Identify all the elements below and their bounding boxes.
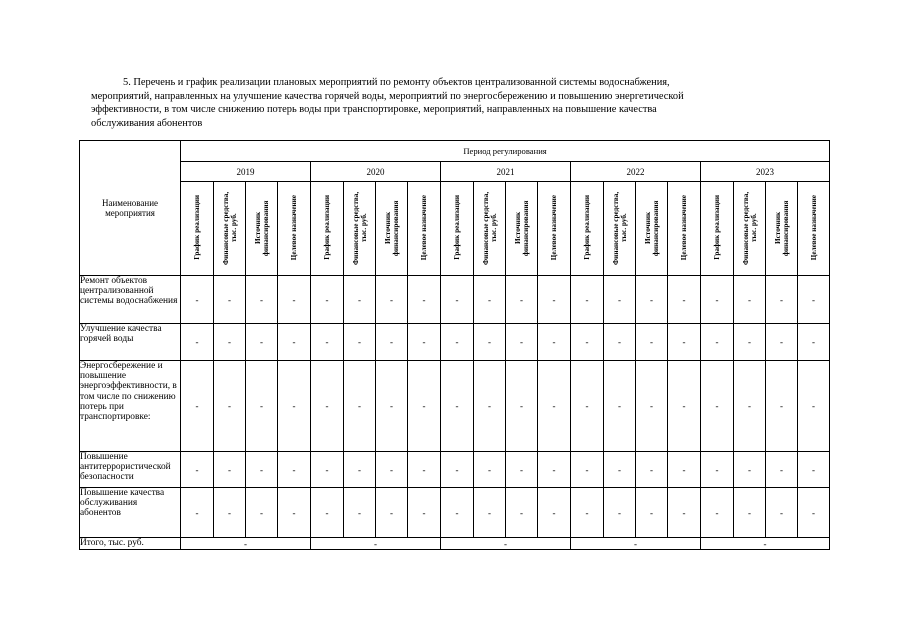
table-cell: - (506, 324, 538, 361)
table-cell: - (214, 361, 246, 452)
table-cell: - (604, 361, 636, 452)
subcolumn-label: Финансовые средства, тыс. руб. (351, 190, 368, 265)
table-cell: - (474, 488, 506, 538)
subcolumn-header (278, 182, 311, 276)
table-cell: - (668, 488, 701, 538)
subcolumn-header (701, 182, 734, 276)
total-value-1: - (311, 538, 441, 550)
table-cell: - (246, 488, 278, 538)
subcolumn-label: Целевое назначение (550, 194, 558, 261)
table-cell: - (636, 452, 668, 488)
table-cell: - (668, 361, 701, 452)
table-cell: - (636, 361, 668, 452)
subcolumn-label: График реализации (713, 195, 721, 260)
table-cell: - (538, 452, 571, 488)
table-cell: - (798, 361, 830, 452)
table-cell: - (311, 488, 344, 538)
row-name: Энергосбережение и повышение энергоэффективности, в том числе по снижению потерь при транспортировке: (80, 361, 181, 452)
table-cell: - (604, 452, 636, 488)
table-cell: - (408, 361, 441, 452)
table-cell: - (311, 324, 344, 361)
table-cell: - (246, 361, 278, 452)
subcolumn-header (311, 182, 344, 276)
table-cell: - (181, 452, 214, 488)
table-cell: - (734, 276, 766, 324)
subcolumn-label: Источник финансирования (383, 199, 400, 256)
subcolumn-header (798, 182, 830, 276)
table-cell: - (701, 324, 734, 361)
subcolumn-header (408, 182, 441, 276)
table-cell: - (246, 452, 278, 488)
table-cell: - (636, 324, 668, 361)
table-cell: - (408, 488, 441, 538)
table-cell: - (668, 276, 701, 324)
row-name: Улучшение качества горячей воды (80, 324, 181, 361)
subcolumn-header (214, 182, 246, 276)
table-cell: - (506, 488, 538, 538)
subcolumn-label: График реализации (323, 195, 331, 260)
table-cell: - (571, 276, 604, 324)
table-cell: - (734, 361, 766, 452)
table-cell: - (734, 488, 766, 538)
subcolumn-header (538, 182, 571, 276)
table-cell: - (474, 361, 506, 452)
table-cell: - (506, 276, 538, 324)
table-cell: - (571, 324, 604, 361)
subcolumn-label: Целевое назначение (809, 194, 818, 261)
table-cell: - (181, 361, 214, 452)
subcolumn-header (376, 182, 408, 276)
table-row (80, 361, 830, 452)
table-cell: - (538, 324, 571, 361)
subcolumn-label: Источник финансирования (643, 199, 660, 256)
table-cell: - (441, 452, 474, 488)
table-row (80, 324, 830, 361)
table-cell: - (181, 276, 214, 324)
table-cell: - (571, 361, 604, 452)
table-cell: - (214, 452, 246, 488)
table-cell: - (798, 324, 830, 361)
subcolumn-header (474, 182, 506, 276)
heading-line-3: эффективности, в том числе снижению потерь воды при транспортировке, мероприятий, направленных на повышение качества (91, 104, 657, 116)
subcolumn-header (344, 182, 376, 276)
subcolumn-label: Источник финансирования (773, 199, 790, 256)
table-cell: - (701, 488, 734, 538)
table-cell: - (181, 488, 214, 538)
table-row (80, 452, 830, 488)
subcolumn-label: Финансовые средства, тыс. руб. (221, 190, 238, 265)
subcolumn-header (636, 182, 668, 276)
table-cell: - (441, 488, 474, 538)
table-cell: - (604, 276, 636, 324)
year-header-1: 2020 (311, 162, 441, 182)
subcolumn-label: Финансовые средства, тыс. руб. (741, 190, 758, 265)
table-cell: - (734, 452, 766, 488)
total-label: Итого, тыс. руб. (80, 538, 181, 550)
table-cell: - (344, 452, 376, 488)
row-name: Повышение антитеррористической безопасности (80, 452, 181, 488)
table-cell: - (701, 276, 734, 324)
table-cell: - (376, 276, 408, 324)
table-cell: - (636, 488, 668, 538)
subcolumn-label: Источник финансирования (513, 199, 530, 256)
subcolumn-label: Финансовые средства, тыс. руб. (611, 190, 628, 265)
total-value-0: - (181, 538, 311, 550)
table-cell: - (766, 276, 798, 324)
heading-line-1: 5. Перечень и график реализации плановых мероприятий по ремонту объектов централизованной системы водоснабжения, (123, 77, 670, 88)
table-cell: - (604, 324, 636, 361)
subcolumn-header (181, 182, 214, 276)
table-cell: - (441, 276, 474, 324)
table-cell: - (668, 452, 701, 488)
table-cell: - (214, 488, 246, 538)
table-cell: - (376, 324, 408, 361)
table-cell: - (734, 324, 766, 361)
subcolumn-label: Целевое назначение (420, 194, 428, 261)
table-cell: - (278, 452, 311, 488)
table-cell: - (344, 276, 376, 324)
table-cell: - (766, 361, 798, 452)
table-cell: - (474, 452, 506, 488)
table-cell: - (701, 361, 734, 452)
table-cell: - (408, 276, 441, 324)
table-cell: - (571, 452, 604, 488)
table-cell: - (376, 488, 408, 538)
subcolumn-header (441, 182, 474, 276)
table-cell: - (538, 488, 571, 538)
subcolumn-label: Целевое назначение (680, 194, 688, 261)
table-cell: - (538, 361, 571, 452)
table-cell: - (636, 276, 668, 324)
table-cell: - (538, 276, 571, 324)
table-cell: - (441, 361, 474, 452)
table-cell: - (311, 276, 344, 324)
table-cell: - (311, 452, 344, 488)
table-cell: - (474, 276, 506, 324)
total-value-2: - (441, 538, 571, 550)
name-column-header: Наименование мероприятия (80, 141, 181, 276)
plan-table (79, 140, 830, 550)
table-cell: - (278, 324, 311, 361)
table-cell: - (506, 361, 538, 452)
table-cell: - (246, 276, 278, 324)
year-header-0: 2019 (181, 162, 311, 182)
table-row (80, 488, 830, 538)
table-cell: - (408, 324, 441, 361)
year-header-2: 2021 (441, 162, 571, 182)
table-cell: - (766, 488, 798, 538)
table-cell: - (376, 452, 408, 488)
subcolumn-label: Источник финансирования (253, 199, 270, 256)
heading-line-2: мероприятий, направленных на улучшение качества горячей воды, мероприятий по энергосбережению и повышению энергетической (91, 90, 684, 102)
table-cell: - (571, 488, 604, 538)
subcolumn-header (668, 182, 701, 276)
period-header: Период регулирования (181, 141, 830, 162)
subcolumn-header (766, 182, 798, 276)
table-cell: - (798, 452, 830, 488)
table-cell: - (701, 452, 734, 488)
subcolumn-header (506, 182, 538, 276)
table-row (80, 276, 830, 324)
subcolumn-label: График реализации (193, 195, 201, 260)
subcolumn-header (604, 182, 636, 276)
table-cell: - (668, 324, 701, 361)
total-value-3: - (571, 538, 701, 550)
table-cell: - (798, 488, 830, 538)
table-cell: - (766, 452, 798, 488)
table-cell: - (344, 324, 376, 361)
subcolumn-label: График реализации (583, 195, 591, 260)
row-name: Ремонт объектов централизованной системы водоснабжения (80, 276, 181, 324)
table-cell: - (214, 324, 246, 361)
subcolumn-header (571, 182, 604, 276)
year-header-4: 2023 (701, 162, 830, 182)
table-cell: - (311, 361, 344, 452)
table-cell: - (474, 324, 506, 361)
table-cell: - (766, 324, 798, 361)
subcolumn-label: Целевое назначение (290, 194, 298, 261)
table-cell: - (506, 452, 538, 488)
table-cell: - (604, 488, 636, 538)
section-heading (91, 76, 817, 130)
subcolumn-header (246, 182, 278, 276)
table-cell: - (278, 488, 311, 538)
table-cell: - (441, 324, 474, 361)
total-row (80, 538, 830, 550)
table-cell: - (214, 276, 246, 324)
year-header-3: 2022 (571, 162, 701, 182)
row-name: Повышение качества обслуживания абонентов (80, 488, 181, 538)
table-cell: - (376, 361, 408, 452)
table-cell: - (344, 361, 376, 452)
table-cell: - (278, 276, 311, 324)
table-cell: - (278, 361, 311, 452)
total-value-4: - (701, 538, 830, 550)
table-cell: - (246, 324, 278, 361)
table-cell: - (408, 452, 441, 488)
subcolumn-header (734, 182, 766, 276)
table-cell: - (181, 324, 214, 361)
table-cell: - (344, 488, 376, 538)
subcolumn-label: График реализации (453, 195, 461, 260)
heading-line-4: обслуживания абонентов (91, 117, 203, 129)
subcolumn-label: Финансовые средства, тыс. руб. (481, 190, 498, 265)
table-cell: - (798, 276, 830, 324)
